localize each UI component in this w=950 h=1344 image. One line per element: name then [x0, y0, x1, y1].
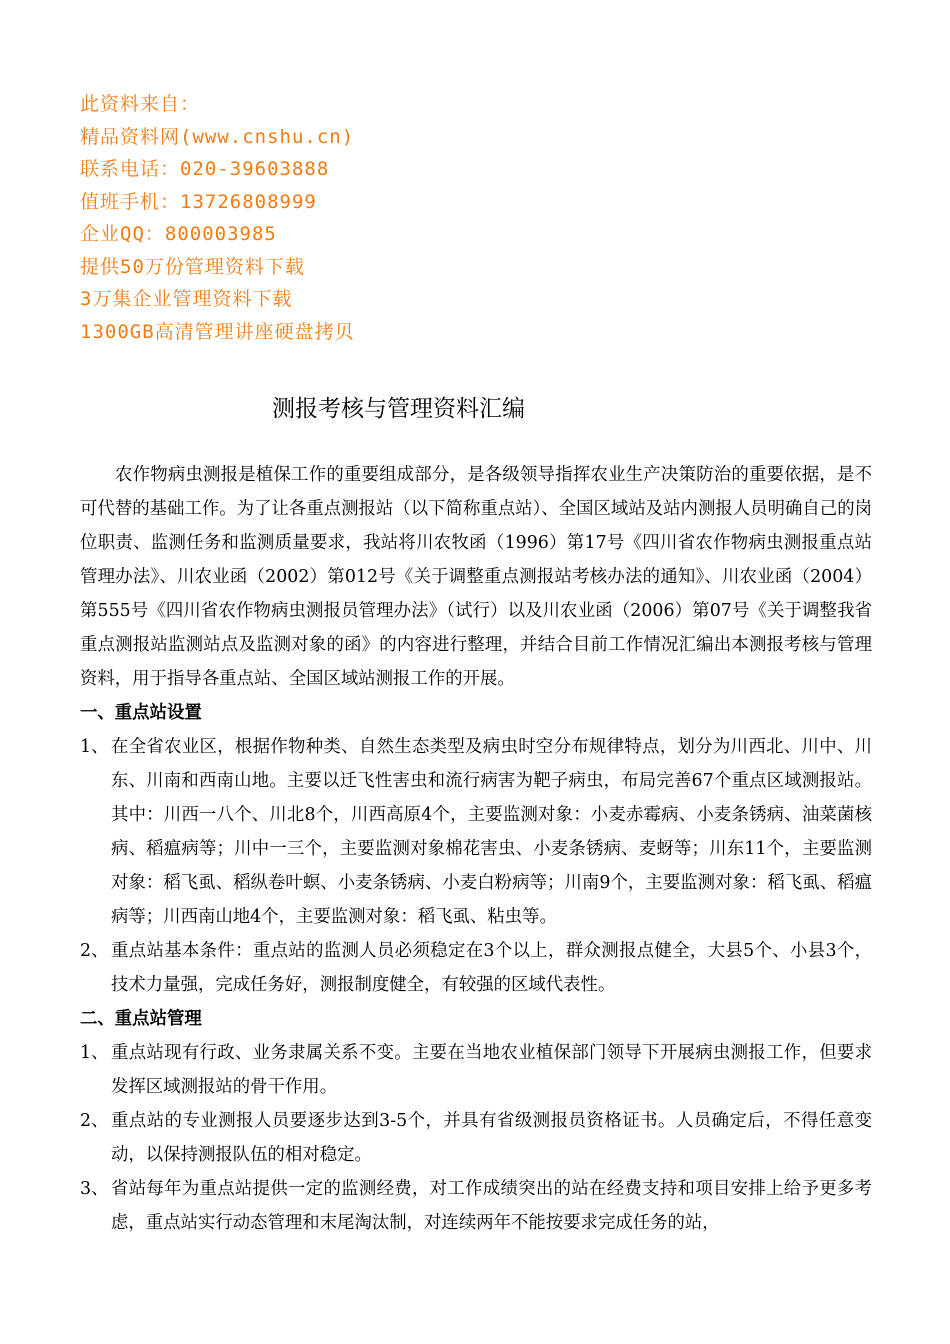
list-item-number: 1、	[80, 737, 109, 757]
list-item-number: 2、	[80, 941, 109, 961]
promo-qq-line: 企业QQ：800003985	[80, 223, 277, 245]
list-item-text: 重点站现有行政、业务隶属关系不变。主要在当地农业植保部门领导下开展病虫测报工作，但要求发挥区域测报站的骨干作用。	[111, 1043, 872, 1097]
intro-paragraph: 农作物病虫测报是植保工作的重要组成部分，是各级领导指挥农业生产决策防治的重要依据，是不可代替的基础工作。为了让各重点测报站（以下简称重点站）、全国区域站及站内测报人员明确自己的岗位职责、监测任务和监测质量要求，我站将川农牧函（1996）第17号《四川省农作物病虫测报重点站管理办法》、川农业函（2002）第012号《关于调整重点测报站考核办法的通知》、川农业函（2004）第555号《四川省农作物病虫测报员管理办法》（试行）以及川农业函（2006）第07号《关于调整我省重点测报站监测站点及监测对象的函》的内容进行整理，并结合目前工作情况汇编出本测报考核与管理资料，用于指导各重点站、全国区域站测报工作的开展。	[80, 465, 872, 689]
promo-block	[80, 88, 600, 348]
list-item	[80, 1036, 872, 1104]
list-item-text: 在全省农业区，根据作物种类、自然生态类型及病虫时空分布规律特点，划分为川西北、川中、川东、川南和西南山地。主要以迁飞性害虫和流行病害为靶子病虫，布局完善67个重点区域测报站。其中：川西一八个、川北8个，川西高原4个，主要监测对象：小麦赤霉病、小麦条锈病、油菜菌核病、稻瘟病等；川中一三个，主要监测对象棉花害虫、小麦条锈病、麦蚜等；川东11个，主要监测对象：稻飞虱、稻纵卷叶螟、小麦条锈病、小麦白粉病等；川南9个，主要监测对象：稻飞虱、稻瘟病等；川西南山地4个，主要监测对象：稻飞虱、粘虫等。	[111, 737, 872, 927]
document-body	[80, 458, 872, 1240]
promo-mobile-line: 值班手机：13726808999	[80, 190, 317, 213]
list-item-text: 重点站的专业测报人员要逐步达到3-5个，并具有省级测报员资格证书。人员确定后，不得任意变动，以保持测报队伍的相对稳定。	[111, 1111, 872, 1165]
list-item-text: 重点站基本条件：重点站的监测人员必须稳定在3个以上，群众测报点健全，大县5个、小县3个，技术力量强，完成任务好，测报制度健全，有较强的区域代表性。	[111, 941, 872, 995]
promo-offer-line: 提供50万份管理资料下载	[80, 255, 305, 278]
section-heading: 二、重点站管理	[80, 1009, 202, 1029]
section-heading: 一、重点站设置	[80, 703, 202, 723]
list-item-text: 省站每年为重点站提供一定的监测经费，对工作成绩突出的站在经费支持和项目安排上给予更多考虑，重点站实行动态管理和末尾淘汰制，对连续两年不能按要求完成任务的站，	[111, 1179, 872, 1233]
document-title: 测报考核与管理资料汇编	[272, 396, 525, 422]
list-item	[80, 1104, 872, 1172]
promo-offer-line: 1300GB高清管理讲座硬盘拷贝	[80, 320, 355, 343]
list-item	[80, 934, 872, 1002]
promo-website-line: 精品资料网(www.cnshu.cn)	[80, 125, 355, 148]
list-item	[80, 1172, 872, 1240]
list-item-number: 3、	[80, 1179, 109, 1199]
promo-phone-line: 联系电话：020-39603888	[80, 158, 330, 180]
list-item-number: 1、	[80, 1043, 109, 1063]
list-item-number: 2、	[80, 1111, 109, 1131]
list-item	[80, 730, 872, 934]
promo-source-line: 此资料来自：	[80, 93, 201, 115]
promo-offer-line: 3万集企业管理资料下载	[80, 288, 293, 310]
